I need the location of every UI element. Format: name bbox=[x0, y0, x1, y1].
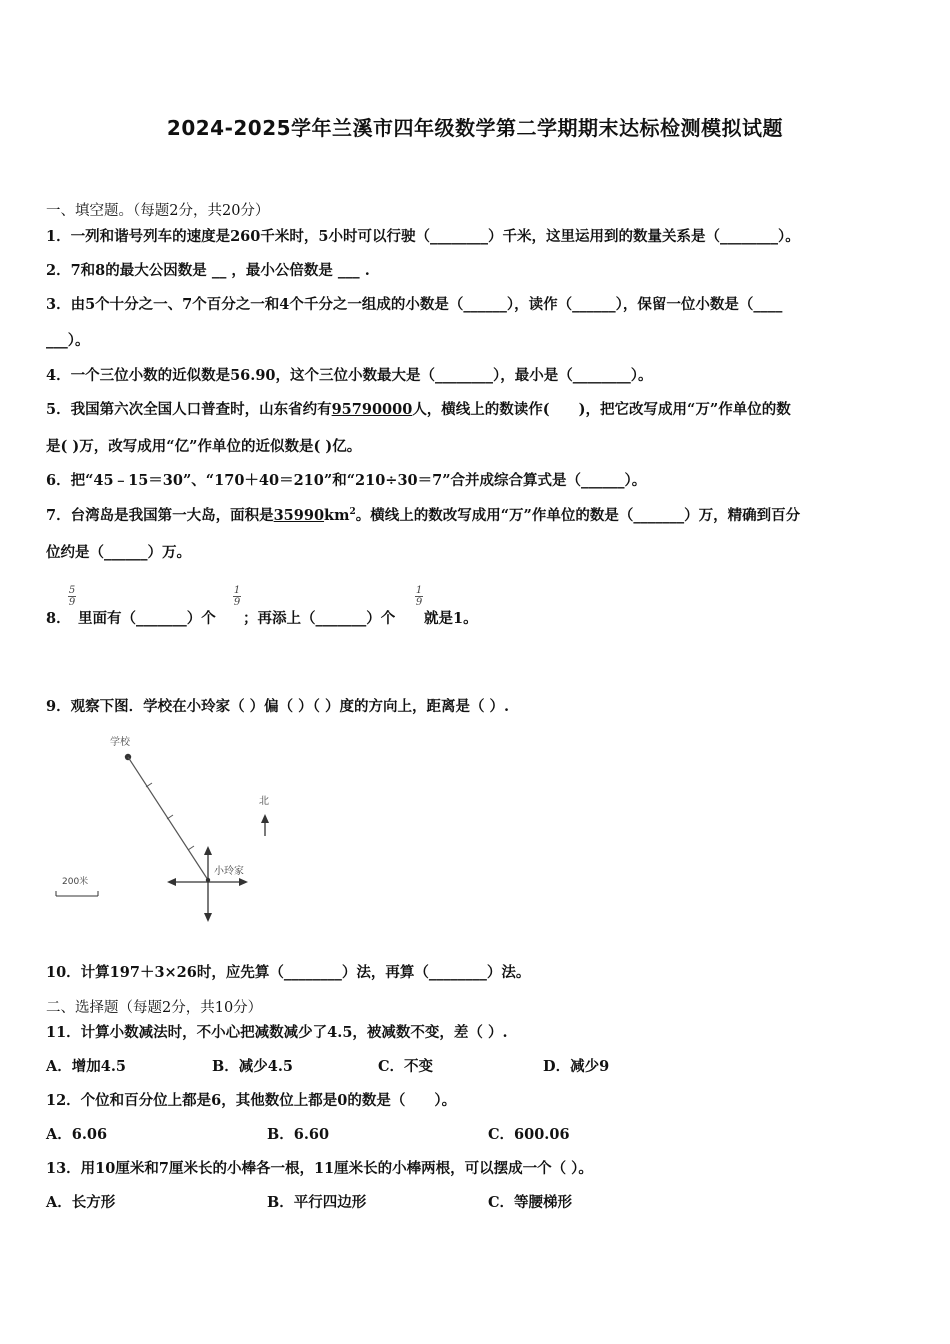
fraction-one-ninth: 1 9 bbox=[415, 585, 423, 608]
question-7-line-1: 7．台湾岛是我国第一大岛，面积是$35990km^2$。横线上的数改写成用“万”作单位的数是（_______）万，精确到百分 bbox=[46, 507, 801, 524]
school-label: 学校 bbox=[110, 737, 130, 748]
q11-option-a[interactable]: A．增加4.5 bbox=[46, 1058, 126, 1075]
path-tick bbox=[188, 846, 194, 850]
q13-option-c[interactable]: C．等腰梯形 bbox=[488, 1194, 573, 1211]
section-heading-choice: 二、选择题（每题2分，共10分） bbox=[46, 1000, 263, 1016]
home-point bbox=[206, 878, 210, 882]
q12-option-c[interactable]: C．600.06 bbox=[488, 1126, 570, 1143]
page-title: 2024-2025学年兰溪市四年级数学第二学期期末达标检测模拟试题 bbox=[166, 116, 784, 140]
north-label: 北 bbox=[259, 796, 269, 807]
q13-option-a[interactable]: A．长方形 bbox=[46, 1194, 116, 1211]
question-3-line-2: ___）。 bbox=[46, 332, 90, 349]
question-8-text-3: 就是1。 bbox=[424, 610, 478, 627]
question-6: 6．把“45﹣15＝30”、“170＋40＝210”和“210÷30＝7”合并成综合算式是（______）。 bbox=[46, 472, 647, 489]
underlined-area: 35990 bbox=[273, 507, 325, 524]
arrow-left-icon bbox=[167, 878, 176, 886]
question-12: 12．个位和百分位上都是6，其他数位上都是0的数是（ ）。 bbox=[46, 1092, 457, 1109]
question-1: 1．一列和谐号列车的速度是260千米时，5小时可以行驶（________）千米，这里运用到的数量关系是（________）。 bbox=[46, 228, 800, 245]
north-arrow-icon bbox=[261, 814, 269, 823]
q12-option-a[interactable]: A．6.06 bbox=[46, 1126, 108, 1143]
arrow-right-icon bbox=[239, 878, 248, 886]
q11-option-b[interactable]: B．减少4.5 bbox=[212, 1058, 293, 1075]
path-tick bbox=[167, 815, 173, 819]
question-5-line-1: 5．我国第六次全国人口普查时，山东省约有95790000人，横线上的数读作( )，把它改写成用“万”作单位的数 bbox=[46, 401, 791, 418]
question-8-text-1: 里面有（_______）个 bbox=[78, 610, 216, 627]
arrow-down-icon bbox=[204, 913, 212, 922]
home-label: 小玲家 bbox=[214, 866, 244, 877]
q11-option-c[interactable]: C．不变 bbox=[378, 1058, 434, 1075]
arrow-up-icon bbox=[204, 846, 212, 855]
question-4: 4．一个三位小数的近似数是56.90，这个三位小数最大是（________），最小是（________）。 bbox=[46, 367, 653, 384]
question-2: 2．7和8的最大公因数是 __ ，最小公倍数是 ___ . bbox=[46, 262, 370, 279]
fraction-one-ninth: 1 9 bbox=[233, 585, 241, 608]
q13-option-b[interactable]: B．平行四边形 bbox=[267, 1194, 367, 1211]
section-heading-fill-in: 一、填空题。（每题2分，共20分） bbox=[46, 203, 270, 219]
q12-option-b[interactable]: B．6.60 bbox=[267, 1126, 330, 1143]
question-5-line-2: 是( )万，改写成用“亿”作单位的近似数是( )亿。 bbox=[46, 438, 362, 455]
question-3-line-1: 3．由5个十分之一、7个百分之一和4个千分之一组成的小数是（______），读作（______），保留一位小数是（____ bbox=[46, 296, 783, 313]
question-9: 9．观察下图．学校在小玲家（ ）偏（ ）（ ）度的方向上，距离是（ ）. bbox=[46, 698, 510, 715]
underlined-population: 95790000 bbox=[331, 401, 413, 418]
question-11: 11．计算小数减法时，不小心把减数减少了4.5，被减数不变，差（ ）. bbox=[46, 1024, 508, 1041]
question-13: 13．用10厘米和7厘米长的小棒各一根，11厘米长的小棒两根，可以摆成一个（ ）。 bbox=[46, 1160, 593, 1177]
question-8-text-2: ；再添上（_______）个 bbox=[243, 610, 396, 627]
q11-option-d[interactable]: D．减少9 bbox=[543, 1058, 610, 1075]
question-8-number: 8． bbox=[46, 610, 71, 627]
question-10: 10．计算197＋3×26时，应先算（________）法，再算（________）法。 bbox=[46, 964, 531, 981]
question-7-line-2: 位约是（______）万。 bbox=[46, 544, 191, 561]
direction-map-diagram bbox=[46, 728, 296, 928]
scale-label: 200米 bbox=[62, 877, 89, 887]
fraction-five-ninths: 5 9 bbox=[68, 585, 76, 608]
